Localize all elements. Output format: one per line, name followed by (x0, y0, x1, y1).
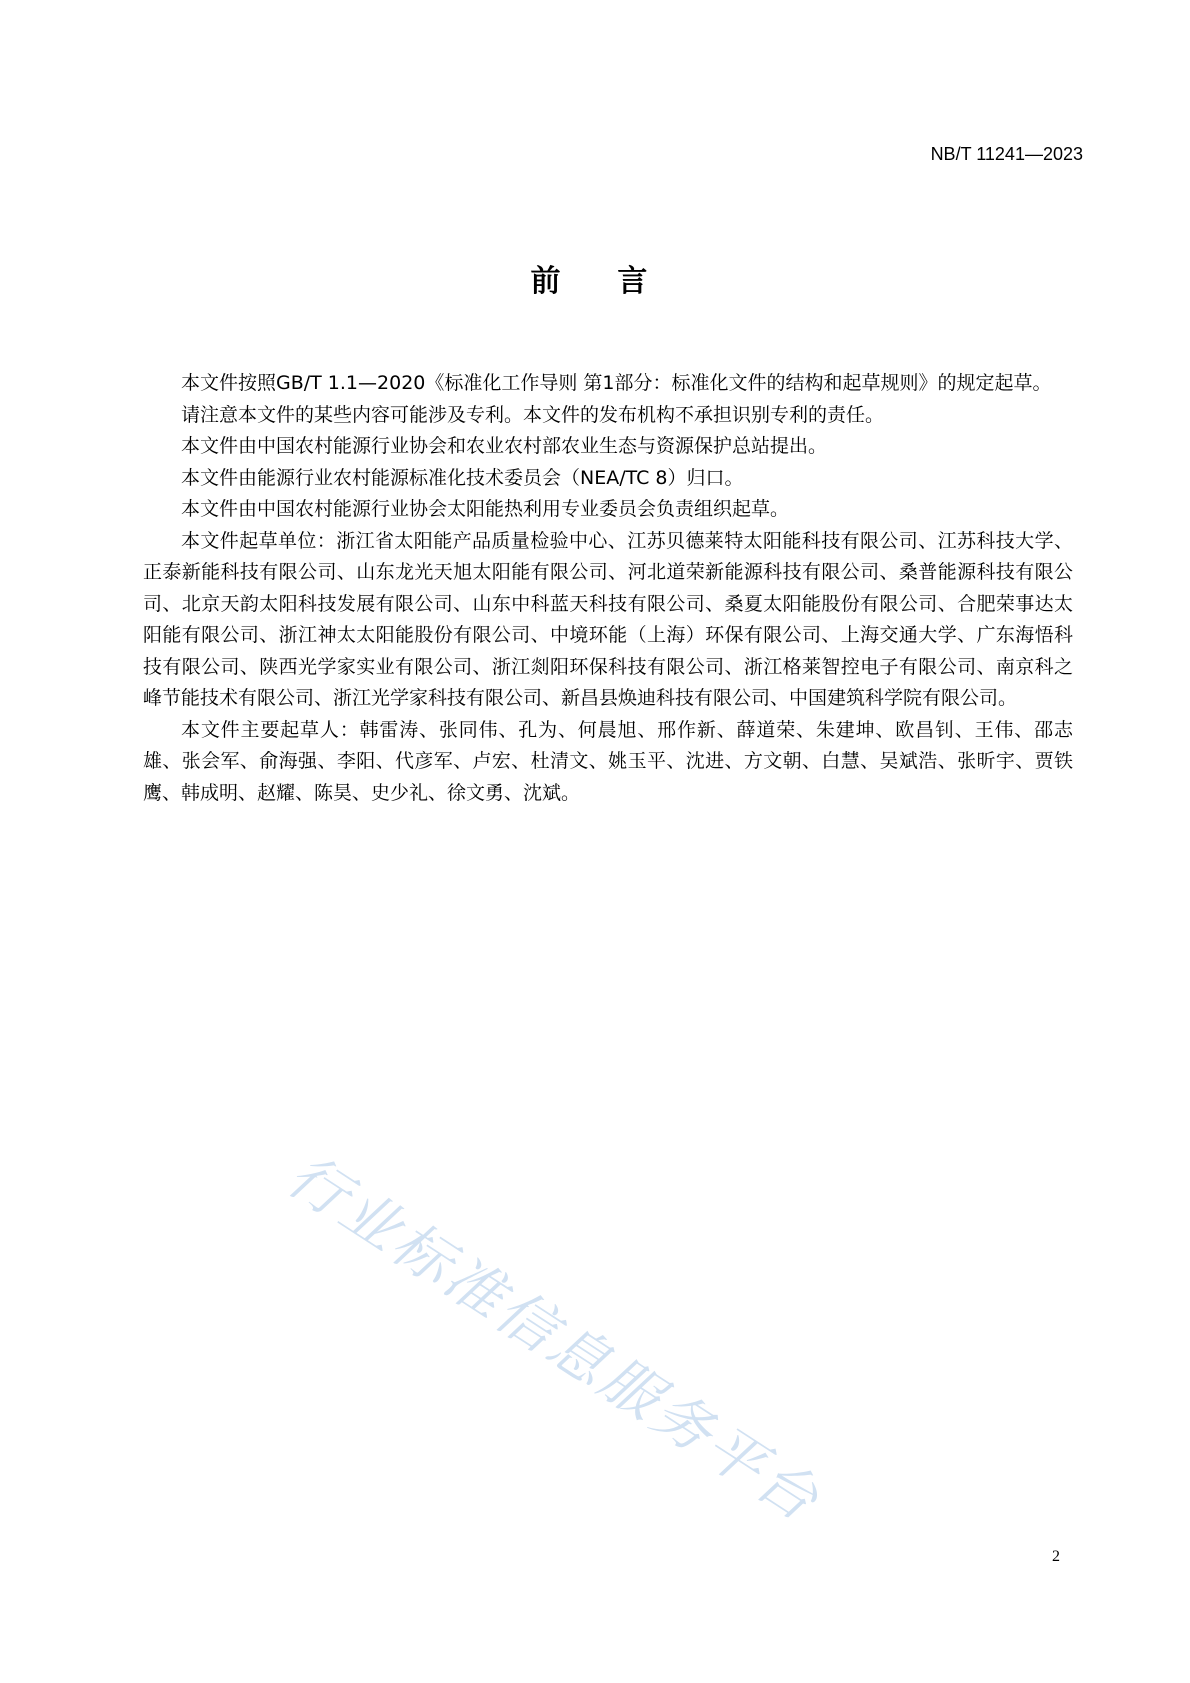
foreword-body (143, 368, 1073, 809)
page-title: 前 言 (530, 264, 660, 299)
paragraph-drafting-rules: 本文件按照GB/T 1.1—2020《标准化工作导则 第1部分：标准化文件的结构和起草规则》的规定起草。 (181, 372, 1052, 394)
paragraph-patent-notice: 请注意本文件的某些内容可能涉及专利。本文件的发布机构不承担识别专利的责任。 (181, 403, 885, 426)
page-number: 2 (1052, 1548, 1060, 1565)
paragraph-technical-committee: 本文件由能源行业农村能源标准化技术委员会（NEA/TC 8）归口。 (181, 466, 744, 489)
paragraph-proposer: 本文件由中国农村能源行业协会和农业农村部农业生态与资源保护总站提出。 (181, 435, 828, 457)
standard-number: NB/T 11241—2023 (930, 144, 1083, 164)
watermark: 行业标准信息服务平台 (275, 1140, 833, 1536)
paragraph-drafting-units: 本文件起草单位：浙江省太阳能产品质量检验中心、江苏贝德莱特太阳能科技有限公司、江苏科技大学、正泰新能科技有限公司、山东龙光天旭太阳能有限公司、河北道荣新能源科技有限公司、桑普能源科技有限公司、北京天韵太阳科技发展有限公司、山东中科蓝天科技有限公司、桑夏太阳能股份有限公司、合肥荣事达太阳能有限公司、浙江神太太阳能股份有限公司、中境环能（上海）环保有限公司、上海交通大学、广东海悟科技有限公司、陕西光学家实业有限公司、浙江剡阳环保科技有限公司、浙江格莱智控电子有限公司、南京科之峰节能技术有限公司、浙江光学家科技有限公司、新昌县焕迪科技有限公司、中国建筑科学院有限公司。 (143, 529, 1073, 709)
paragraph-drafters: 本文件主要起草人：韩雷涛、张同伟、孔为、何晨旭、邢作新、薛道荣、朱建坤、欧昌钊、王伟、邵志雄、张会军、俞海强、李阳、代彦军、卢宏、杜清文、姚玉平、沈进、方文朝、白慧、吴斌浩、张昕宇、贾铁鹰、韩成明、赵耀、陈昊、史少礼、徐文勇、沈斌。 (143, 718, 1073, 804)
paragraph-organizer: 本文件由中国农村能源行业协会太阳能热利用专业委员会负责组织起草。 (181, 498, 790, 520)
